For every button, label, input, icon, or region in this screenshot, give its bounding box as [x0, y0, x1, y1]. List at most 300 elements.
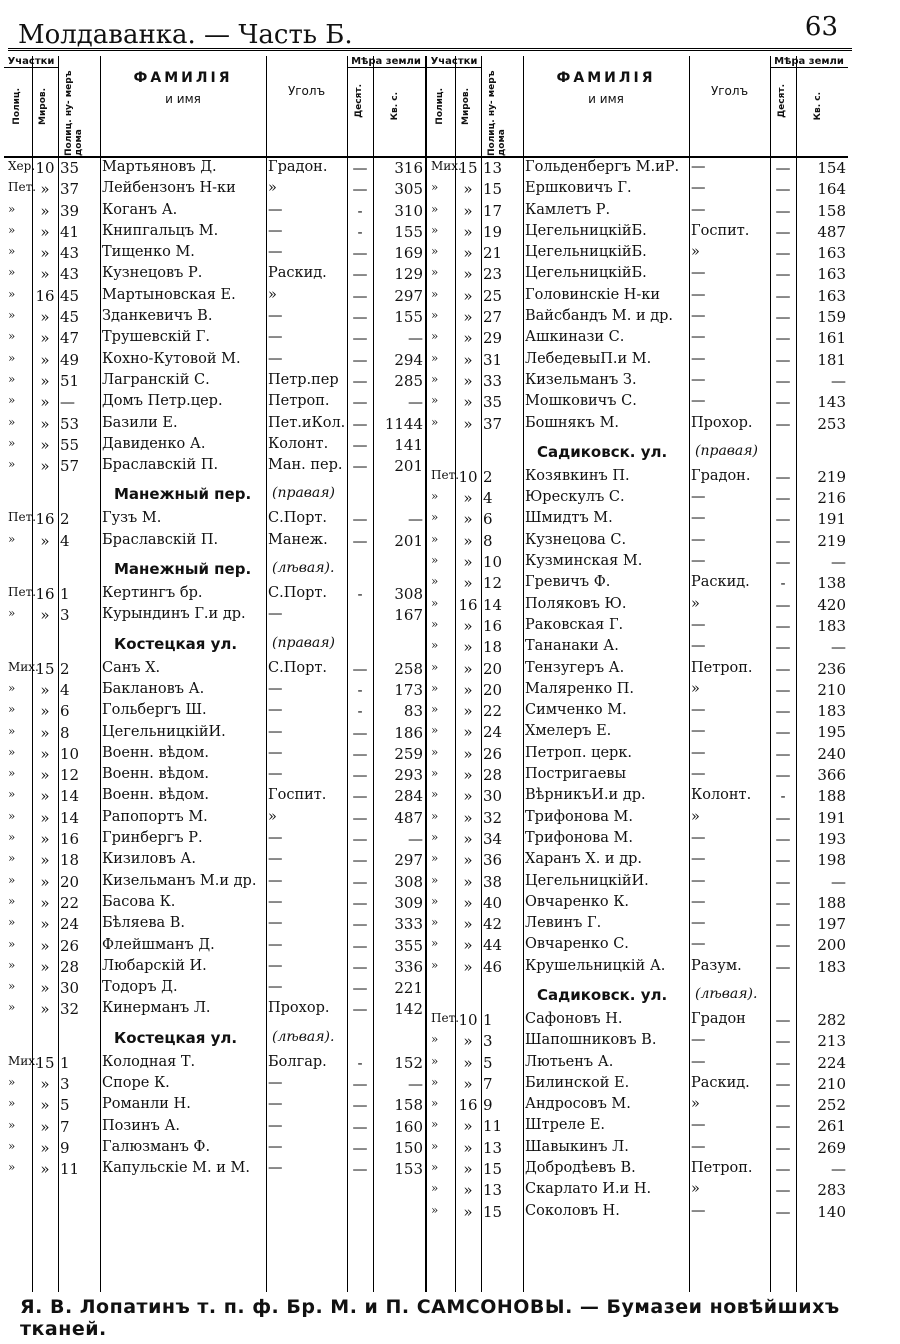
polits-cell: »	[431, 829, 439, 844]
table-row	[4, 414, 425, 435]
street-heading	[4, 552, 425, 584]
kv-cell: 160	[394, 1117, 423, 1136]
street-name: Костецкая ул.	[114, 634, 238, 653]
kv-cell: 142	[394, 1000, 423, 1019]
mirov-cell: »	[40, 830, 50, 849]
name-cell: Кизельманъ З.	[525, 371, 637, 388]
desyat-cell: —	[775, 659, 791, 678]
kv-cell: 355	[394, 936, 423, 955]
table-row	[427, 744, 848, 765]
nomer-cell: 32	[60, 1000, 80, 1019]
mirov-cell: »	[40, 1160, 50, 1179]
name-cell: Мошковичъ С.	[525, 393, 637, 410]
header-divider	[796, 56, 797, 156]
ugol-cell: Петроп.	[691, 659, 753, 676]
polits-cell: »	[431, 393, 439, 408]
table-row	[4, 999, 425, 1020]
desyat-cell: -	[780, 574, 786, 593]
nomer-cell: 43	[60, 244, 80, 263]
desyat-cell: —	[352, 766, 368, 785]
nomer-cell: 49	[60, 350, 80, 369]
kv-cell: 198	[817, 851, 846, 870]
nomer-cell: 27	[483, 308, 503, 327]
polits-cell: »	[8, 371, 16, 386]
mirov-cell: »	[463, 489, 473, 508]
polits-cell: »	[8, 606, 16, 621]
column-divider	[770, 156, 771, 1292]
polits-cell: »	[431, 1074, 439, 1089]
ugol-cell: —	[268, 201, 283, 218]
polits-cell: »	[8, 222, 16, 237]
desyat-cell: —	[352, 244, 368, 263]
nomer-cell: 3	[60, 606, 70, 625]
desyat-cell: —	[352, 1096, 368, 1115]
nomer-cell: 14	[483, 595, 503, 614]
kv-cell: 183	[817, 957, 846, 976]
mirov-cell: »	[40, 308, 50, 327]
polits-cell: »	[431, 766, 439, 781]
street-name: Костецкая ул.	[114, 1028, 238, 1047]
nomer-cell: 44	[483, 936, 503, 955]
mirov-cell: »	[40, 393, 50, 412]
ugol-cell: —	[691, 510, 706, 527]
table-row	[427, 595, 848, 616]
mirov-cell: »	[463, 393, 473, 412]
ugol-cell: —	[268, 766, 283, 783]
nomer-cell: 1	[60, 1053, 70, 1072]
mirov-cell: »	[463, 936, 473, 955]
polits-cell: »	[431, 851, 439, 866]
desyat-cell: —	[352, 510, 368, 529]
table-header	[4, 56, 425, 158]
table-row	[427, 1053, 848, 1074]
nomer-cell: —	[60, 393, 75, 412]
mirov-cell: »	[40, 244, 50, 263]
table-header	[427, 56, 848, 158]
polits-cell: »	[8, 414, 16, 429]
page-header	[10, 10, 850, 50]
ugol-cell: Госпит.	[691, 222, 750, 239]
nomer-cell: 2	[60, 659, 70, 678]
name-cell: Споре К.	[102, 1074, 170, 1091]
polits-cell: »	[8, 201, 16, 216]
header-divider	[481, 56, 482, 156]
mirov-cell: »	[463, 915, 473, 934]
polits-cell: »	[8, 936, 16, 951]
name-cell: Баклановъ А.	[102, 680, 205, 697]
mirov-cell: »	[463, 638, 473, 657]
name-cell: Базили Е.	[102, 414, 178, 431]
header-divider	[347, 56, 348, 156]
desyat-label: Десят.	[777, 84, 787, 118]
name-cell: Военн. вѣдом.	[102, 744, 209, 761]
ugol-cell: —	[268, 957, 283, 974]
polits-cell: »	[431, 808, 439, 823]
name-cell: Раковская Г.	[525, 616, 624, 633]
name-cell: Лейбензонъ Н-ки	[102, 180, 236, 197]
desyat-cell: —	[775, 851, 791, 870]
imya-text: и имя	[165, 92, 201, 106]
right-column	[427, 56, 848, 1292]
polits-cell: »	[8, 851, 16, 866]
kv-cell: 186	[394, 723, 423, 742]
nomer-cell: 40	[483, 893, 503, 912]
mera-label: Мѣра земли	[770, 56, 848, 68]
name-cell: Гринбергъ Р.	[102, 830, 203, 847]
polits-cell: »	[431, 1032, 439, 1047]
kv-cell: 173	[394, 680, 423, 699]
mirov-label: Миров.	[461, 88, 471, 126]
polits-cell: »	[8, 350, 16, 365]
mirov-cell: »	[463, 829, 473, 848]
ugol-cell: —	[268, 851, 283, 868]
kv-cell: 216	[817, 489, 846, 508]
name-cell: Билинской Е.	[525, 1074, 630, 1091]
nomer-cell: 28	[483, 766, 503, 785]
table-row	[4, 978, 425, 999]
table-row	[427, 286, 848, 307]
table-row	[4, 201, 425, 222]
polits-cell: »	[8, 957, 16, 972]
table-row	[4, 222, 425, 243]
table-row	[4, 659, 425, 680]
name-cell: Тодоръ Д.	[102, 979, 178, 996]
polits-cell: »	[431, 915, 439, 930]
ugol-cell: —	[268, 1096, 283, 1113]
mirov-cell: »	[463, 329, 473, 348]
polits-cell: »	[8, 893, 16, 908]
table-row	[4, 350, 425, 371]
mirov-cell: »	[40, 265, 50, 284]
name-cell: Романли Н.	[102, 1096, 191, 1113]
table-row	[427, 552, 848, 573]
desyat-cell: —	[352, 1117, 368, 1136]
desyat-cell: —	[775, 350, 791, 369]
nomer-cell: 6	[483, 510, 493, 529]
desyat-cell: —	[775, 829, 791, 848]
name-cell: Бѣляева В.	[102, 915, 186, 932]
polits-cell: »	[8, 1096, 16, 1111]
nomer-cell: 37	[483, 414, 503, 433]
table-row	[4, 435, 425, 456]
street-name: Садиковск. ул.	[537, 442, 668, 461]
nomer-cell: 15	[483, 180, 503, 199]
mirov-cell: »	[463, 222, 473, 241]
ugol-cell: Разум.	[691, 957, 742, 974]
mirov-cell: »	[463, 851, 473, 870]
name-cell: Военн. вѣдом.	[102, 787, 209, 804]
kv-cell: 191	[817, 808, 846, 827]
kv-cell: —	[408, 830, 423, 849]
polits-cell: »	[8, 1138, 16, 1153]
table-row	[4, 328, 425, 349]
table-row	[427, 531, 848, 552]
mirov-cell: »	[463, 201, 473, 220]
nomer-cell: 3	[60, 1074, 70, 1093]
kv-cell: 282	[817, 1010, 846, 1029]
ugol-cell: Колонт.	[691, 787, 752, 804]
mirov-cell: »	[463, 531, 473, 550]
name-cell: Кузминская М.	[525, 553, 643, 570]
table-row	[427, 201, 848, 222]
mirov-cell: 16	[35, 286, 55, 305]
desyat-cell: —	[775, 489, 791, 508]
ugol-cell: Колонт.	[268, 435, 329, 452]
kv-cell: 155	[394, 222, 423, 241]
name-cell: Харанъ Х. и др.	[525, 851, 643, 868]
ugol-cell: »	[691, 244, 700, 261]
kv-cell: 83	[403, 702, 423, 721]
name-cell: Маляренко П.	[525, 680, 635, 697]
nomer-cell: 45	[60, 308, 80, 327]
desyat-cell: —	[352, 1000, 368, 1019]
street-name: Садиковск. ул.	[537, 985, 668, 1004]
table-row	[4, 765, 425, 786]
nomer-cell: 2	[483, 467, 493, 486]
desyat-cell: —	[775, 893, 791, 912]
street-heading	[427, 435, 848, 467]
ugol-cell: Болгар.	[268, 1053, 327, 1070]
kv-cell: 213	[817, 1032, 846, 1051]
table-row	[427, 222, 848, 243]
column-divider	[455, 156, 456, 1292]
nomer-label: Полиц. ну- меръ дома	[64, 70, 84, 156]
table-row	[427, 1010, 848, 1031]
polits-cell: »	[431, 1053, 439, 1068]
mera-label: Мѣра земли	[347, 56, 425, 68]
polits-label: Полиц.	[435, 88, 445, 125]
table-row	[4, 786, 425, 807]
polits-cell: »	[431, 659, 439, 674]
nomer-cell: 1	[483, 1010, 493, 1029]
nomer-cell: 11	[60, 1160, 80, 1179]
desyat-cell: —	[775, 553, 791, 572]
entries	[427, 158, 848, 1223]
kv-cell: 188	[817, 787, 846, 806]
advertisement-footer: Я. В. Лопатинъ т. п. ф. Бр. М. и П. САМСОНОВЫ. — Бумазеи новѣйшихъ тканей.	[20, 1296, 840, 1340]
desyat-cell: —	[775, 1010, 791, 1029]
kv-cell: 261	[817, 1117, 846, 1136]
kv-cell: —	[408, 329, 423, 348]
ugol-cell: —	[268, 350, 283, 367]
ugol-cell: »	[691, 1181, 700, 1198]
name-cell: Гревичъ Ф.	[525, 574, 611, 591]
nomer-cell: 21	[483, 244, 503, 263]
column-divider	[100, 156, 101, 1292]
table-row	[427, 680, 848, 701]
name-cell: Тензугеръ А.	[525, 659, 625, 676]
ugol-cell: —	[691, 744, 706, 761]
desyat-cell: —	[775, 915, 791, 934]
desyat-cell: —	[775, 595, 791, 614]
header-divider	[32, 56, 33, 156]
polits-cell: »	[431, 595, 439, 610]
table-row	[4, 680, 425, 701]
name-cell: Капульскіе М. и М.	[102, 1160, 250, 1177]
nomer-cell: 17	[483, 201, 503, 220]
header-divider	[58, 56, 59, 156]
ugol-cell: Ман. пер.	[268, 457, 343, 474]
mirov-cell: 15	[35, 1053, 55, 1072]
name-cell: Тищенко М.	[102, 244, 195, 261]
polits-cell: »	[431, 723, 439, 738]
name-cell: Трифонова М.	[525, 829, 633, 846]
name-cell: Мартыновская Е.	[102, 286, 236, 303]
mirov-cell: »	[40, 329, 50, 348]
kv-cell: 188	[817, 893, 846, 912]
kv-cell: 269	[817, 1138, 846, 1157]
desyat-cell: —	[775, 265, 791, 284]
desyat-cell: —	[775, 286, 791, 305]
nomer-cell: 4	[483, 489, 493, 508]
kv-cell: 200	[817, 936, 846, 955]
desyat-cell: —	[352, 979, 368, 998]
table-row	[427, 850, 848, 871]
ugol-cell: —	[268, 936, 283, 953]
desyat-cell: —	[775, 1053, 791, 1072]
desyat-cell: —	[352, 723, 368, 742]
desyat-cell: -	[357, 680, 363, 699]
nomer-cell: 45	[60, 286, 80, 305]
name-cell: Головинскіе Н-ки	[525, 286, 661, 303]
polits-cell: »	[8, 723, 16, 738]
ugol-cell: —	[691, 286, 706, 303]
nomer-cell: 19	[483, 222, 503, 241]
kv-cell: —	[831, 371, 846, 390]
nomer-cell: 7	[483, 1074, 493, 1093]
mirov-cell: 16	[35, 585, 55, 604]
ugol-cell: »	[268, 808, 277, 825]
name-cell: Скарлато И.и Н.	[525, 1181, 652, 1198]
street-side: (правая)	[272, 485, 336, 502]
table-row	[4, 957, 425, 978]
table-row	[4, 264, 425, 285]
polits-label: Полиц.	[12, 88, 22, 125]
desyat-cell: —	[775, 702, 791, 721]
nomer-cell: 11	[483, 1117, 503, 1136]
name-cell: Санъ Х.	[102, 659, 161, 676]
kv-cell: —	[831, 553, 846, 572]
polits-cell: »	[431, 510, 439, 525]
name-cell: Сафоновъ Н.	[525, 1010, 623, 1027]
ugol-cell: —	[691, 329, 706, 346]
mirov-cell: »	[463, 766, 473, 785]
nomer-cell: 39	[60, 201, 80, 220]
name-cell: Тананаки А.	[525, 638, 619, 655]
kv-cell: 201	[394, 457, 423, 476]
polits-cell: »	[431, 1096, 439, 1111]
kv-cell: 159	[817, 308, 846, 327]
desyat-cell: —	[775, 1202, 791, 1221]
table-row	[4, 723, 425, 744]
name-cell: Браславскій П.	[102, 457, 219, 474]
street-heading	[4, 1021, 425, 1053]
name-cell: Басова К.	[102, 893, 176, 910]
name-cell: Гольденбергъ М.иР.	[525, 159, 680, 175]
kv-cell: 201	[394, 531, 423, 550]
polits-cell: »	[431, 787, 439, 802]
nomer-cell: 20	[483, 680, 503, 699]
polits-cell: »	[8, 872, 16, 887]
kv-cell: 163	[817, 286, 846, 305]
mirov-cell: »	[40, 606, 50, 625]
kv-cell: 310	[394, 201, 423, 220]
polits-cell: »	[431, 244, 439, 259]
nomer-cell: 34	[483, 829, 503, 848]
kv-cell: —	[408, 393, 423, 412]
ugol-cell: —	[691, 851, 706, 868]
name-cell: Шмидтъ М.	[525, 510, 613, 527]
table-row	[427, 765, 848, 786]
ugol-cell: —	[268, 244, 283, 261]
polits-cell: »	[8, 787, 16, 802]
desyat-cell: —	[775, 244, 791, 263]
desyat-cell: —	[775, 957, 791, 976]
column-divider	[373, 156, 374, 1292]
nomer-cell: 3	[483, 1032, 493, 1051]
familia-text: ФАМИЛІЯ	[556, 70, 656, 86]
table-row	[4, 509, 425, 530]
ugol-cell: »	[691, 1096, 700, 1113]
polits-cell: »	[431, 329, 439, 344]
desyat-cell: -	[357, 1053, 363, 1072]
polits-cell: »	[431, 489, 439, 504]
table-row	[427, 1202, 848, 1223]
nomer-cell: 4	[60, 680, 70, 699]
kv-cell: 336	[394, 957, 423, 976]
kv-cell: 183	[817, 702, 846, 721]
ugol-cell: »	[691, 595, 700, 612]
polits-cell: »	[431, 616, 439, 631]
ugol-cell: —	[268, 222, 283, 239]
mirov-cell: »	[40, 350, 50, 369]
polits-cell: »	[8, 457, 16, 472]
nomer-cell: 12	[60, 766, 80, 785]
mirov-cell: »	[40, 1138, 50, 1157]
nomer-cell: 10	[483, 553, 503, 572]
mirov-cell: 16	[35, 510, 55, 529]
nomer-cell: 13	[483, 159, 503, 177]
mirov-cell: »	[463, 1202, 473, 1221]
mirov-cell: »	[40, 915, 50, 934]
polits-cell: »	[431, 180, 439, 195]
ugol-cell: —	[268, 915, 283, 932]
name-cell: Лютьенъ А.	[525, 1053, 614, 1070]
desyat-cell: —	[775, 201, 791, 220]
ugol-cell: —	[691, 616, 706, 633]
desyat-cell: —	[352, 808, 368, 827]
name-cell: Кузнецова С.	[525, 531, 627, 548]
ugol-cell: —	[691, 723, 706, 740]
mirov-cell: »	[40, 872, 50, 891]
name-cell: Вайсбандъ М. и др.	[525, 308, 674, 325]
kv-cell: 169	[394, 244, 423, 263]
name-cell: ВѣрникъИ.и др.	[525, 787, 646, 804]
desyat-cell: —	[352, 787, 368, 806]
nomer-cell: 6	[60, 702, 70, 721]
table-row	[427, 350, 848, 371]
polits-cell: »	[8, 702, 16, 717]
desyat-cell: —	[352, 159, 368, 177]
table-row	[4, 1138, 425, 1159]
desyat-cell: —	[775, 531, 791, 550]
mirov-cell: 15	[35, 659, 55, 678]
kv-cell: 210	[817, 1074, 846, 1093]
table-row	[427, 158, 848, 179]
name-cell: Любарскій И.	[102, 957, 207, 974]
ugol-cell: Петроп.	[268, 393, 330, 410]
header-divider	[770, 56, 771, 156]
